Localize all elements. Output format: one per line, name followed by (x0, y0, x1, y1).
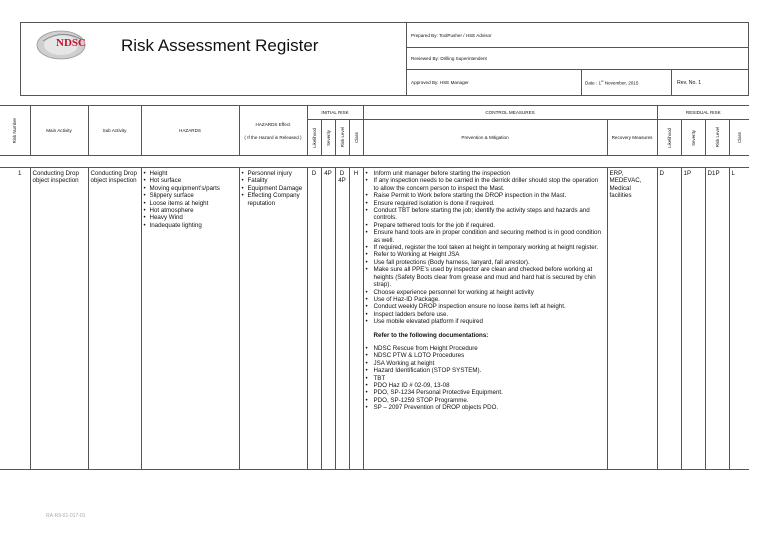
hazards-list (144, 170, 237, 229)
reference-item: • PDO Haz ID # 02-09, 13-08 (366, 382, 605, 389)
col-initial-likelihood: Likelihood (307, 120, 321, 156)
col-recovery: Recovery Measures (607, 120, 657, 156)
effects-list (242, 170, 305, 207)
col-hazards-effect: HAZARDS Effect ( If the Hazard is Released ) (239, 106, 307, 156)
col-residual-risk-level: Risk Level (705, 120, 729, 156)
col-risk-number: Risk Number (0, 106, 30, 156)
prevention-item: • Choose experience personnel for working at height activity (366, 289, 605, 296)
col-sub-activity: Sub Activity (88, 106, 141, 156)
col-prevention: Prevention & Mitigation (363, 120, 607, 156)
prepared-by: Prepared By: ToolPusher / HSE Advisor (407, 23, 749, 48)
prevention-item: • Inspect ladders before use. (366, 311, 605, 318)
date-cell: Date : 1st November, 2015 (582, 70, 672, 96)
prevention-item: • Use of Haz-ID Package. (366, 296, 605, 303)
col-initial-class: Class (349, 120, 363, 156)
effect-item: • Effecting Company reputation (242, 192, 305, 207)
residual-likelihood: D (657, 168, 681, 470)
reference-item: • NDSC Rescue from Height Procedure (366, 345, 605, 352)
effect-item: • Fatality (242, 177, 305, 184)
reference-list (366, 345, 605, 412)
page-title: Risk Assessment Register (121, 36, 319, 55)
company-logo (35, 27, 91, 61)
rev-number: Rev. No. 1 (672, 70, 749, 96)
prevention-item: • Ensure hand tools are in proper condition and securing method is in good condition as well. (366, 229, 605, 244)
reference-heading: Refer to the following documentations: (373, 331, 489, 339)
prevention-item: • Use fall protections (Body harness, lanyard, fall arrestor). (366, 259, 605, 266)
col-residual-class: Class (729, 120, 749, 156)
prevention-item: • Inform unit manager before starting the inspection (366, 170, 605, 177)
col-initial-risk: INITIAL RISK (307, 106, 363, 120)
hazard-item: • Heavy Wind (144, 214, 237, 221)
prevention-item: • Conduct weekly DROP inspection ensure no loose items left at height. (366, 303, 605, 310)
residual-risk-level: D1P (705, 168, 729, 470)
prevention-item: • If any inspection needs to be carried in the derrick driller should stop the operation to allow the concern person to inspect the Mast. (366, 177, 605, 192)
residual-severity: 1P (681, 168, 705, 470)
initial-likelihood: D (307, 168, 321, 470)
hazard-item: • Hot atmosphere (144, 207, 237, 214)
hazard-item: • Slippery surface (144, 192, 237, 199)
col-initial-risk-level: Risk Level (335, 120, 349, 156)
reference-item: • PDO, SP-1259 STOP Programme. (366, 397, 605, 404)
prevention-item: • Conduct TBT before starting the job; identify the activity steps and hazards and controls. (366, 207, 605, 222)
prevention-list (366, 170, 605, 326)
reference-item: • Hazard Identification (STOP SYSTEM). (366, 367, 605, 374)
initial-risk-level: D 4P (335, 168, 349, 470)
reference-item: • PDO, SP-1234 Personal Protective Equipment. (366, 389, 605, 396)
hazard-item: • Height (144, 170, 237, 177)
title-cell (21, 23, 407, 96)
effect-item: • Personnel injury (242, 170, 305, 177)
initial-class: H (349, 168, 363, 470)
row-number: 1 (0, 168, 30, 470)
hazard-item: • Inadequate lighting (144, 222, 237, 229)
col-hazards: HAZARDS (141, 106, 239, 156)
effect-item: • Equipment Damage (242, 185, 305, 192)
col-residual-risk: RESIDUAL RISK (657, 106, 749, 120)
header-table (20, 22, 749, 96)
recovery-cell: ERP, MEDEVAC, Medical facilities (607, 168, 657, 470)
prevention-item: • Refer to Working at Height JSA (366, 251, 605, 258)
prevention-item: • If required, register the tool taken at height in temporary working at height register. (366, 244, 605, 251)
hazard-item: • Moving equipment’s/parts (144, 185, 237, 192)
hazards-cell (141, 168, 239, 470)
main-activity: Conducting Drop object inspection (30, 168, 88, 470)
sub-activity: Conducting Drop object inspection (88, 168, 141, 470)
prevention-item: • Raise Permit to Work before starting the DROP inspection in the Mast. (366, 192, 605, 199)
col-residual-likelihood: Likelihood (657, 120, 681, 156)
column-header-row (0, 106, 749, 120)
reference-item: • NDSC PTW & LOTO Procedures (366, 352, 605, 359)
approved-by: Approved By: HSE Manager (407, 70, 582, 96)
col-residual-severity: Severity (681, 120, 705, 156)
hazard-item: • Loose items at height (144, 200, 237, 207)
col-main-activity: Main Activity (30, 106, 88, 156)
reference-item: • JSA Working at height (366, 360, 605, 367)
prevention-item: • Prepare tethered tools for the job if required. (366, 222, 605, 229)
prevention-item: • Ensure required isolation is done if required. (366, 200, 605, 207)
prevention-cell (363, 168, 607, 470)
hazard-item: • Hot surface (144, 177, 237, 184)
residual-class: L (729, 168, 749, 470)
col-control-measures: CONTROL MEASURES (363, 106, 657, 120)
logo-text: NDSC (56, 37, 86, 49)
initial-severity: 4P (321, 168, 335, 470)
prevention-item: • Make sure all PPE’s used by inspector are clean and checked before working at heights (Safety Boots clear from grease and mud and hard hat is secured by chin strap). (366, 266, 605, 288)
reviewed-by: Reviewed By: Drilling Superintendent (407, 48, 749, 70)
effects-cell (239, 168, 307, 470)
table-row (0, 168, 749, 470)
reference-item: • SP – 2097 Prevention of DROP objects PDO. (366, 404, 605, 411)
col-initial-severity: Severity (321, 120, 335, 156)
risk-register-table (0, 105, 749, 470)
prevention-item: • Use mobile elevated platform if required (366, 318, 605, 325)
reference-item: • TBT (366, 375, 605, 382)
footer-code: RA-R9-01-017-01 (46, 513, 86, 519)
